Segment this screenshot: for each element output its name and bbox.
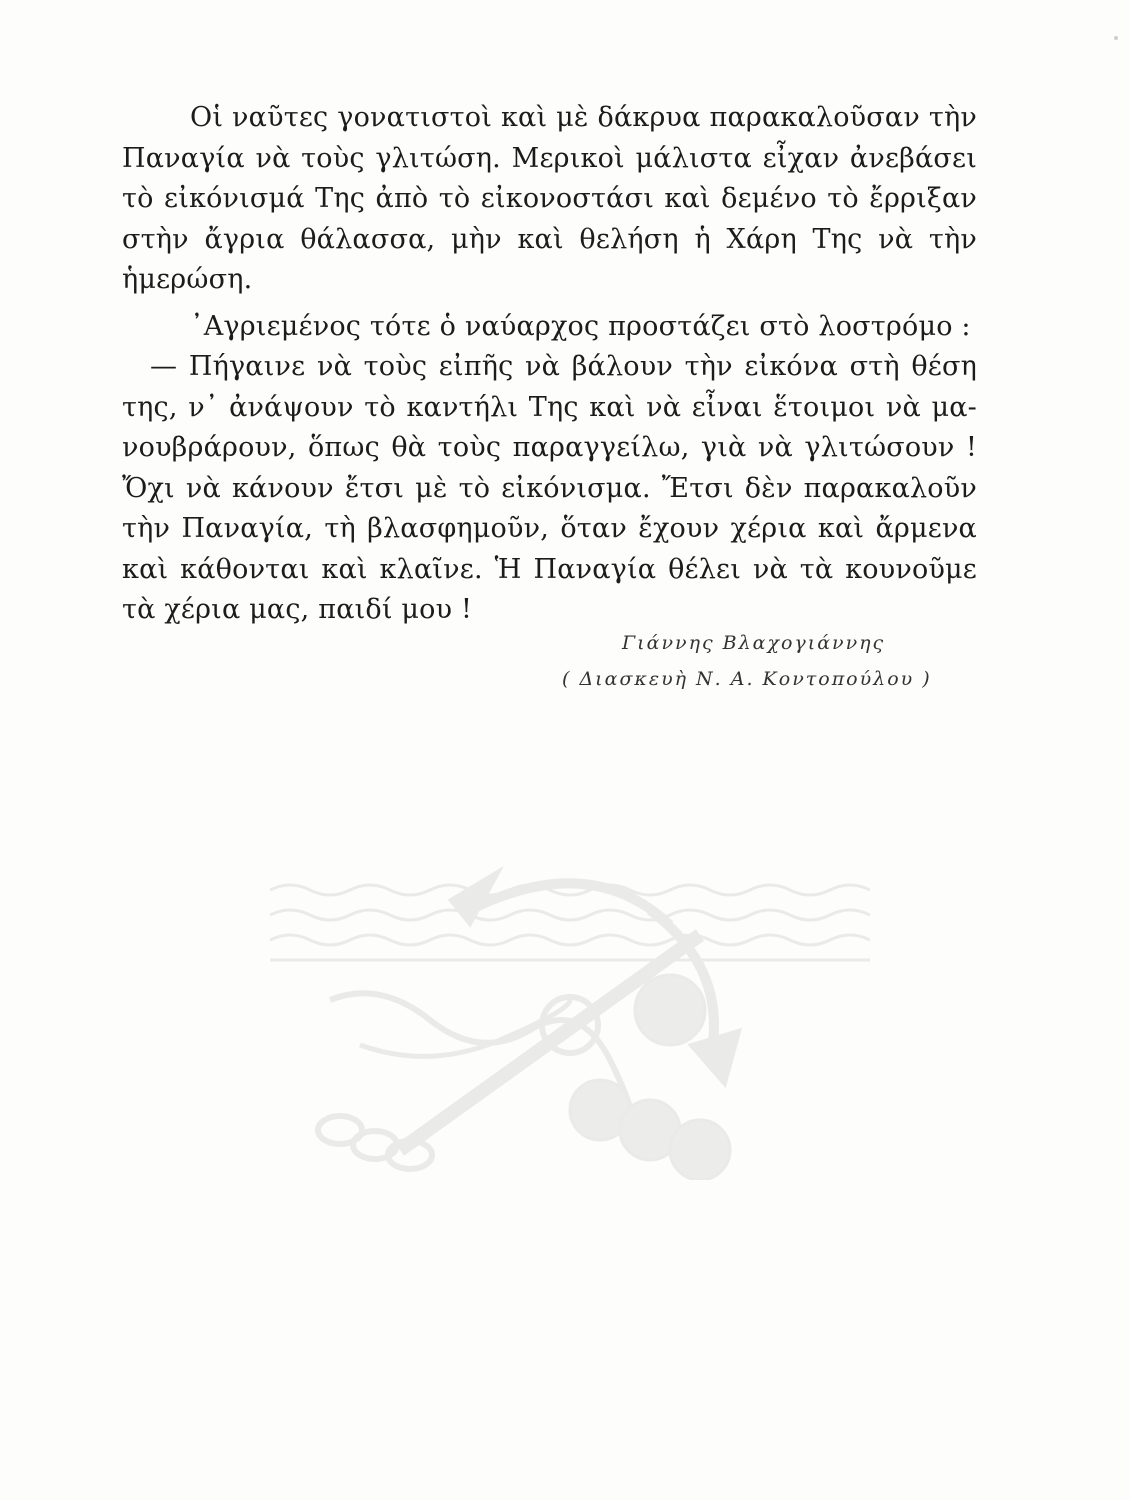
page-speck [1114,36,1118,40]
text-line: Ὄχι νὰ κάνουν ἔτσι μὲ τὸ εἰκόνισμα. Ἔτσι δὲν παρακαλοῦν [122,472,977,504]
text-line: ᾿Αγριεμένος τότε ὁ ναύαρχος προστάζει στὸ λοστρόμο : [190,310,971,342]
text-line: νουβράρουν, ὅπως θὰ τοὺς παραγγείλω, γιὰ νὰ γλιτώσουν ! [122,432,977,463]
signature-adaptation: ( Διασκευὴ Ν. Α. Κοντοπούλου ) [562,668,932,690]
text-line: τὰ χέρια μας, παιδί μου ! [122,594,473,625]
text-line: τὸ εἰκόνισμά Της ἀπὸ τὸ εἰκονοστάσι καὶ δεμένο τὸ ἔρριξαν [122,183,977,214]
signature-author: Γιάννης Βλαχογιάννης [622,632,886,654]
anchor-rope-buoys-icon [270,830,870,1180]
text-line: ἡμερώση. [122,264,253,295]
text-line: στὴν ἄγρια θάλασσα, μὴν καὶ θελήση ἡ Χάρη Της νὰ τὴν [122,223,977,255]
text-line: — Πήγαινε νὰ τοὺς εἰπῆς νὰ βάλουν τὴν εἰκόνα στὴ θέση [150,351,977,382]
text-line: καὶ κάθονται καὶ κλαῖνε. Ἡ Παναγία θέλει νὰ τὰ κουνοῦμε [122,553,977,585]
text-line: Παναγία νὰ τοὺς γλιτώση. Μερικοὶ μάλιστα εἶχαν ἀνεβάσει [122,142,977,174]
text-line: τὴν Παναγία, τὴ βλασφημοῦν, ὅταν ἔχουν χέρια καὶ ἄρμενα [122,513,977,544]
text-line: της, ν᾿ ἀνάψουν τὸ καντήλι Της καὶ νὰ εἶναι ἕτοιμοι νὰ μα- [122,391,977,423]
story-text [122,98,977,631]
text-line: Οἱ ναῦτες γονατιστοὶ καὶ μὲ δάκρυα παρακαλοῦσαν τὴν [190,102,977,133]
